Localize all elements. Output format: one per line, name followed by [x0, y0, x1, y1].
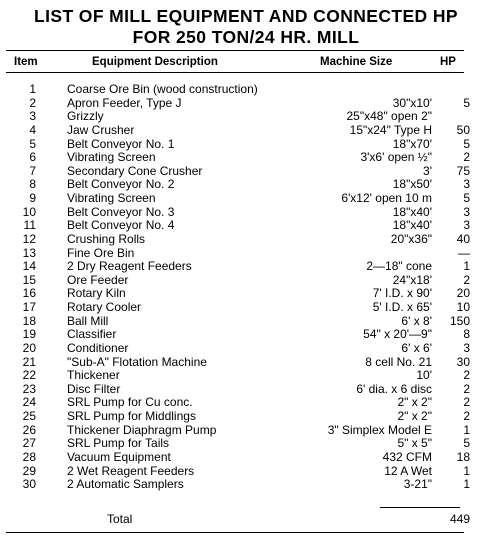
- item-number: 21: [22, 354, 36, 369]
- machine-size: 5' I.D. x 65': [372, 300, 432, 315]
- horsepower: 2: [463, 409, 470, 424]
- equipment-description: Thickener Diaphragm Pump: [67, 422, 217, 437]
- item-number: 19: [22, 327, 36, 342]
- table-row: [0, 477, 480, 492]
- equipment-description: Classifier: [67, 327, 117, 342]
- header-machine-size: Machine Size: [320, 56, 393, 68]
- horsepower: 40: [456, 231, 470, 246]
- item-number: 24: [22, 395, 36, 410]
- horsepower: 150: [449, 313, 470, 328]
- equipment-description: Ball Mill: [67, 313, 109, 328]
- horsepower: 5: [463, 95, 470, 110]
- item-number: 20: [22, 340, 36, 355]
- item-number: 16: [22, 286, 36, 301]
- equipment-description: Rotary Kiln: [67, 286, 126, 301]
- item-number: 14: [22, 259, 36, 274]
- machine-size: 15"x24" Type H: [349, 122, 432, 137]
- horsepower: 5: [463, 191, 470, 206]
- equipment-description: "Sub-A" Flotation Machine: [67, 354, 207, 369]
- machine-size: 6' x 8': [401, 313, 432, 328]
- item-number: 1: [29, 82, 36, 96]
- horsepower: 1: [463, 477, 470, 492]
- horsepower: 3: [463, 340, 470, 355]
- horsepower: 2: [463, 395, 470, 410]
- header-rule: [6, 72, 464, 73]
- total-rule: [380, 507, 460, 508]
- header-description: Equipment Description: [92, 56, 218, 68]
- total-hp: 449: [449, 512, 470, 526]
- top-rule: [6, 50, 464, 51]
- horsepower: 1: [463, 422, 470, 437]
- header-hp: HP: [440, 56, 456, 68]
- equipment-description: Belt Conveyor No. 3: [67, 204, 175, 219]
- item-number: 9: [29, 191, 36, 206]
- item-number: 2: [29, 95, 36, 110]
- equipment-description: Ore Feeder: [67, 272, 129, 287]
- item-number: 25: [22, 409, 36, 424]
- horsepower: 20: [456, 286, 470, 301]
- machine-size: 3'x6' open ½": [360, 150, 432, 165]
- machine-size: 24"x18': [392, 272, 432, 287]
- horsepower: 1: [463, 259, 470, 274]
- item-number: 11: [23, 218, 36, 233]
- item-number: 28: [22, 450, 36, 464]
- item-number: 17: [22, 300, 36, 315]
- equipment-description: Disc Filter: [67, 381, 121, 396]
- equipment-description: Vacuum Equipment: [67, 450, 171, 464]
- equipment-description: Belt Conveyor No. 2: [67, 177, 175, 192]
- machine-size: 2" x 2": [397, 409, 432, 424]
- machine-size: 3" Simplex Model E: [327, 422, 432, 437]
- equipment-description: SRL Pump for Tails: [67, 436, 170, 451]
- equipment-description: SRL Pump for Middlings: [67, 409, 196, 424]
- item-number: 22: [22, 368, 36, 383]
- machine-size: 12 A Wet: [384, 463, 432, 478]
- machine-size: 18"x40': [392, 204, 432, 219]
- equipment-description: Belt Conveyor No. 1: [67, 136, 175, 151]
- item-number: 10: [22, 204, 36, 219]
- table-title: LIST OF MILL EQUIPMENT AND CONNECTED HP: [34, 6, 458, 26]
- horsepower: 50: [456, 122, 470, 137]
- horsepower: 5: [463, 436, 470, 451]
- machine-size: 2" x 2": [397, 395, 432, 410]
- machine-size: 6' dia. x 6 disc: [356, 381, 432, 396]
- horsepower: 2: [463, 150, 470, 165]
- equipment-description: Jaw Crusher: [67, 122, 135, 137]
- equipment-description: Rotary Cooler: [67, 300, 142, 315]
- item-number: 29: [22, 463, 36, 478]
- machine-size: 20"x36": [390, 231, 432, 246]
- item-number: 4: [29, 122, 36, 137]
- machine-size: 6' x 6': [401, 340, 432, 355]
- machine-size: 3-21": [403, 477, 432, 492]
- table-subtitle: FOR 250 TON/24 HR. MILL: [132, 27, 360, 47]
- horsepower: 2: [463, 368, 470, 383]
- total-label: Total: [107, 512, 133, 526]
- item-number: 13: [22, 245, 36, 260]
- machine-size: 8 cell No. 21: [365, 354, 432, 369]
- horsepower: 1: [463, 463, 470, 478]
- equipment-description: Crushing Rolls: [67, 231, 146, 246]
- bottom-rule: [6, 532, 464, 533]
- machine-size: 7' I.D. x 90': [372, 286, 432, 301]
- horsepower: 75: [456, 163, 470, 178]
- equipment-description: 2 Dry Reagent Feeders: [67, 259, 192, 274]
- machine-size: 18"x50': [392, 177, 432, 192]
- total-row: [0, 512, 480, 527]
- machine-size: 10': [416, 368, 432, 383]
- item-number: 15: [22, 272, 36, 287]
- horsepower: 8: [463, 327, 470, 342]
- machine-size: 25"x48" open 2": [346, 109, 432, 124]
- machine-size: 18"x70': [392, 136, 432, 151]
- equipment-description: Apron Feeder, Type J: [67, 95, 182, 110]
- item-number: 18: [22, 313, 36, 328]
- horsepower: 10: [456, 300, 470, 315]
- machine-size: 432 CFM: [382, 450, 432, 464]
- header-item: Item: [14, 56, 38, 68]
- equipment-description: Vibrating Screen: [67, 191, 156, 206]
- equipment-description: Secondary Cone Crusher: [67, 163, 203, 178]
- machine-size: 5" x 5": [397, 436, 432, 451]
- machine-size: 30"x10': [392, 95, 432, 110]
- item-number: 7: [29, 163, 36, 178]
- horsepower: 2: [463, 381, 470, 396]
- item-number: 8: [29, 177, 36, 192]
- equipment-description: Coarse Ore Bin (wood construction): [67, 82, 258, 96]
- item-number: 5: [29, 136, 36, 151]
- equipment-description: Belt Conveyor No. 4: [67, 218, 175, 233]
- item-number: 26: [22, 422, 36, 437]
- item-number: 27: [22, 436, 36, 451]
- horsepower: 30: [456, 354, 470, 369]
- item-number: 12: [22, 231, 36, 246]
- horsepower: —: [458, 245, 470, 260]
- equipment-description: 2 Wet Reagent Feeders: [67, 463, 195, 478]
- item-number: 30: [22, 477, 36, 492]
- horsepower: 3: [463, 218, 470, 233]
- item-number: 3: [29, 109, 36, 124]
- equipment-description: Grizzly: [67, 109, 104, 124]
- equipment-description: Thickener: [67, 368, 120, 383]
- machine-size: 54" x 20'—9": [363, 327, 432, 342]
- equipment-description: 2 Automatic Samplers: [67, 477, 184, 492]
- equipment-description: Fine Ore Bin: [67, 245, 135, 260]
- item-number: 6: [29, 150, 36, 165]
- equipment-description: SRL Pump for Cu conc.: [67, 395, 193, 410]
- item-number: 23: [22, 381, 36, 396]
- horsepower: 18: [456, 450, 470, 464]
- horsepower: 3: [463, 204, 470, 219]
- horsepower: 5: [463, 136, 470, 151]
- horsepower: 3: [463, 177, 470, 192]
- machine-size: 18"x40': [392, 218, 432, 233]
- machine-size: 6'x12' open 10 m: [341, 191, 432, 206]
- machine-size: 2—18" cone: [366, 259, 432, 274]
- equipment-description: Conditioner: [67, 340, 129, 355]
- machine-size: 3': [423, 163, 432, 178]
- horsepower: 2: [463, 272, 470, 287]
- equipment-description: Vibrating Screen: [67, 150, 156, 165]
